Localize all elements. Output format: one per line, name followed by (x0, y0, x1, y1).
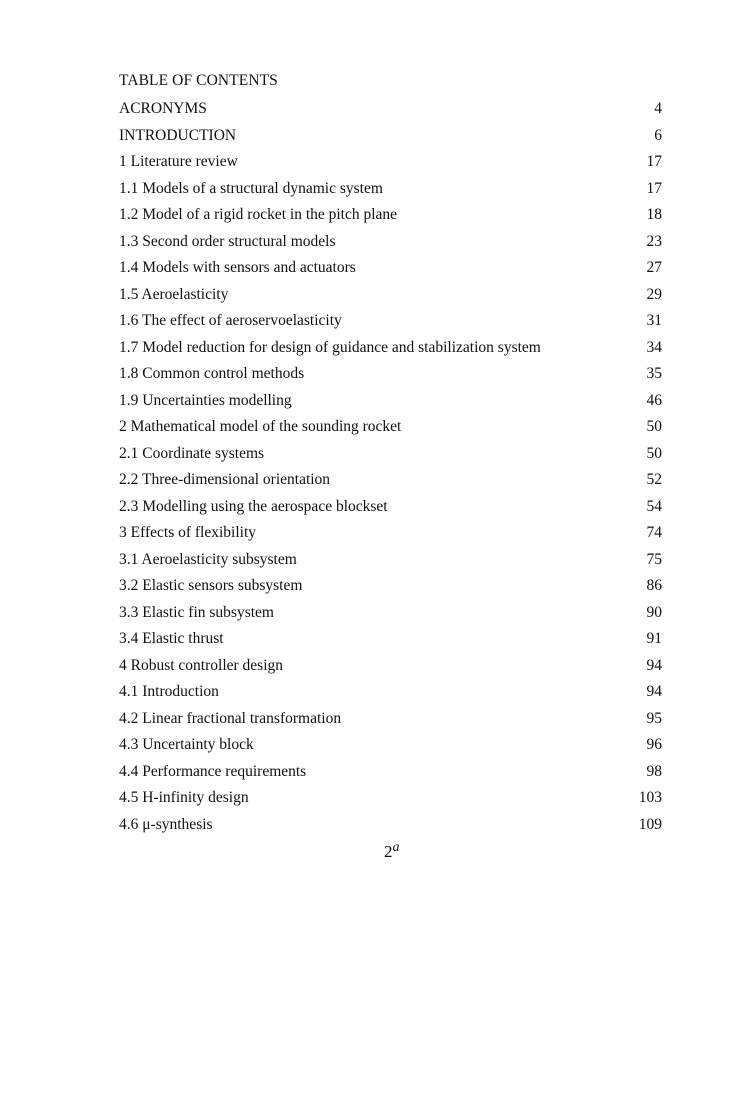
toc-entry-page: 50 (646, 418, 662, 435)
toc-entry-page: 18 (646, 206, 662, 223)
toc-entry-page: 23 (646, 232, 662, 250)
handwritten-mark: a (392, 840, 400, 855)
toc-entry[interactable] (119, 520, 662, 547)
toc-entry-page: 50 (646, 444, 662, 462)
toc-entry-page: 6 (654, 126, 662, 144)
toc-entry-page: 74 (646, 524, 662, 541)
toc-entry[interactable] (119, 282, 662, 309)
toc-entry[interactable] (119, 149, 662, 176)
toc-entry-page: 17 (646, 179, 662, 197)
toc-entry-page: 17 (646, 153, 662, 170)
toc-entry-page: 46 (646, 391, 662, 409)
toc-entry[interactable] (119, 573, 662, 600)
toc-entry-label: 3.2 Elastic sensors subsystem (119, 577, 303, 594)
toc-entry-page: 27 (646, 259, 662, 276)
toc-entry[interactable] (119, 96, 662, 123)
toc-entry[interactable] (119, 229, 662, 256)
toc-entry[interactable] (119, 202, 662, 229)
toc-entry[interactable] (119, 123, 662, 150)
toc-entry-label: 1.5 Aeroelasticity (119, 285, 229, 303)
toc-entry-label: 4.5 H-infinity design (119, 789, 249, 806)
toc-entry-label: 2.3 Modelling using the aerospace blockset (119, 497, 388, 515)
toc-entry-label: 1.6 The effect of aeroservoelasticity (119, 312, 342, 329)
toc-entry-label: 3.3 Elastic fin subsystem (119, 603, 274, 621)
toc-entry-page: 109 (638, 815, 662, 833)
toc-entry[interactable] (119, 414, 662, 441)
toc-entry[interactable] (119, 812, 662, 839)
toc-entry[interactable] (119, 388, 662, 415)
toc-entry-page: 103 (638, 789, 662, 806)
toc-entry-label: 4.6 μ-synthesis (119, 815, 213, 833)
page-number: 2 (384, 842, 393, 861)
toc-entry-page: 94 (646, 656, 662, 674)
toc-entry-page: 4 (654, 100, 662, 117)
toc-entry-label: ACRONYMS (119, 100, 207, 117)
toc-entry-label: 1.2 Model of a rigid rocket in the pitch plane (119, 206, 398, 223)
toc-entry-label: 2.2 Three-dimensional orientation (119, 471, 331, 488)
toc-entry-page: 96 (646, 736, 662, 753)
toc-entry-page: 35 (646, 365, 662, 382)
toc-entry-page: 98 (646, 762, 662, 780)
toc-entry-label: 1 Literature review (119, 153, 238, 170)
toc-entry[interactable] (119, 335, 662, 362)
toc-entry-page: 91 (646, 630, 662, 647)
toc-entry[interactable] (119, 759, 662, 786)
toc-entry-label: 4.2 Linear fractional transformation (119, 709, 342, 727)
toc-entry-label: 2 Mathematical model of the sounding rocket (119, 418, 402, 435)
toc-entry-label: 4.4 Performance requirements (119, 762, 307, 780)
toc-entry-page: 34 (646, 338, 662, 356)
toc-entry[interactable] (119, 494, 662, 521)
toc-heading: TABLE OF CONTENTS (119, 72, 278, 89)
toc-entry-label: INTRODUCTION (119, 126, 237, 144)
toc-entry-label: 1.8 Common control methods (119, 365, 305, 382)
toc-entry[interactable] (119, 706, 662, 733)
toc-entry-page: 29 (646, 285, 662, 303)
toc-entry-label: 4.1 Introduction (119, 683, 219, 700)
toc-entry[interactable] (119, 467, 662, 494)
toc-entry[interactable] (119, 176, 662, 203)
toc-entry-page: 54 (646, 497, 662, 515)
toc-entry[interactable] (119, 600, 662, 627)
toc-entry-page: 31 (646, 312, 662, 329)
toc-entry[interactable] (119, 785, 662, 812)
page-footer (384, 840, 400, 862)
toc-entry[interactable] (119, 547, 662, 574)
toc-entry-page: 52 (646, 471, 662, 488)
toc-entry[interactable] (119, 626, 662, 653)
toc-entry[interactable] (119, 653, 662, 680)
toc-entry[interactable] (119, 732, 662, 759)
toc-entry-page: 75 (646, 550, 662, 568)
toc-entry-label: 1.7 Model reduction for design of guidance and stabilization system (119, 338, 541, 356)
toc-entry[interactable] (119, 255, 662, 282)
toc-entry-page: 95 (646, 709, 662, 727)
toc-entry-label: 1.3 Second order structural models (119, 232, 336, 250)
toc-entry-page: 90 (646, 603, 662, 621)
toc-entry-label: 1.9 Uncertainties modelling (119, 391, 292, 409)
toc-entry-label: 1.4 Models with sensors and actuators (119, 259, 356, 276)
toc-entry-page: 94 (646, 683, 662, 700)
toc-entry-page: 86 (646, 577, 662, 594)
toc-list (119, 96, 662, 838)
toc-entry-label: 3 Effects of flexibility (119, 524, 257, 541)
toc-entry-label: 3.1 Aeroelasticity subsystem (119, 550, 297, 568)
toc-entry[interactable] (119, 308, 662, 335)
toc-entry[interactable] (119, 679, 662, 706)
toc-entry[interactable] (119, 361, 662, 388)
toc-entry-label: 4.3 Uncertainty block (119, 736, 254, 753)
toc-entry-label: 3.4 Elastic thrust (119, 630, 224, 647)
toc-entry-label: 2.1 Coordinate systems (119, 444, 265, 462)
toc-entry-label: 4 Robust controller design (119, 656, 284, 674)
toc-entry-label: 1.1 Models of a structural dynamic system (119, 179, 383, 197)
toc-entry[interactable] (119, 441, 662, 468)
